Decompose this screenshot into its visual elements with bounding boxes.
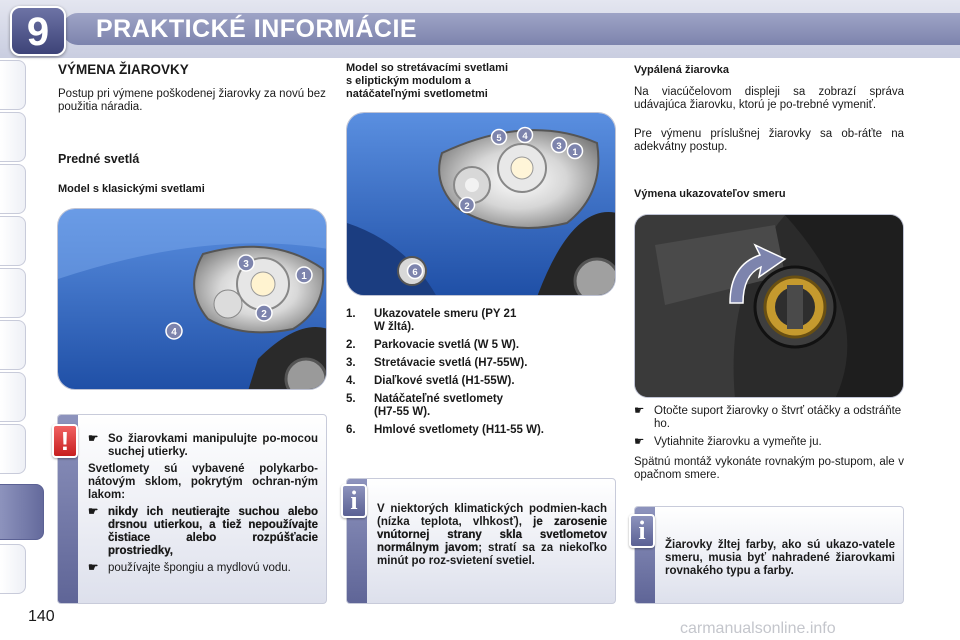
info-icon: i bbox=[629, 514, 655, 548]
pointing-hand-icon: ☛ bbox=[634, 436, 645, 448]
watermark: carmanualsonline.info bbox=[680, 620, 836, 637]
intro-text: Postup pri výmene poškodenej žiarovky za novú bez použitia náradia. bbox=[58, 88, 326, 113]
pointing-hand-icon: ☛ bbox=[634, 405, 645, 417]
photo-label-3: 3 bbox=[556, 141, 562, 152]
photo-label-1: 1 bbox=[572, 147, 578, 158]
burnt-bulb-heading: Vypálená žiarovka bbox=[634, 64, 729, 76]
chapter-tab-6[interactable] bbox=[0, 320, 26, 370]
bulb-list bbox=[346, 308, 618, 442]
info-callout-yellow-bulbs bbox=[634, 506, 904, 604]
condensation-text: V niektorých klimatických podmien-kach (nízka teplota, vlhkosť), je zarosenie vnútornej strany skla svetlometov normálnym javom; stratí sa za niekoľko minút po roz-svietení svetiel. bbox=[377, 503, 608, 567]
classic-model-heading: Model s klasickými svetlami bbox=[58, 183, 205, 195]
chapter-tab-9-active[interactable] bbox=[0, 484, 44, 540]
warning-icon: ! bbox=[52, 424, 78, 458]
front-lights-heading: Predné svetlá bbox=[58, 152, 140, 166]
list-item: 5. Natáčateľné svetlomety (H7-55 W). bbox=[346, 393, 504, 418]
burnt-bulb-procedure-text: Pre výmenu príslušnej žiarovky sa ob-ráťte na adekvátny postup. bbox=[634, 128, 904, 153]
photo-label-2: 2 bbox=[261, 309, 267, 320]
elliptical-model-heading: Model so stretávacími svetlami s eliptickým modulom a natáčateľnými svetlometmi bbox=[346, 62, 509, 100]
step-bullet-1: ☛ Otočte suport žiarovky o štvrť otáčky a odstráňte ho. bbox=[634, 405, 902, 430]
pointing-hand-icon: ☛ bbox=[88, 433, 99, 445]
page-number: 140 bbox=[28, 608, 55, 625]
list-item: 3. Stretávacie svetlá (H7-55W). bbox=[346, 357, 528, 369]
warning-paragraph: Svetlomety sú vybavené polykarbo-nátovým sklom, pokrytým ochran-ným lakom: bbox=[88, 463, 318, 501]
chapter-tab-2[interactable] bbox=[0, 112, 26, 162]
chapter-tab-1[interactable] bbox=[0, 60, 26, 110]
warning-bullet-3: ☛ používajte špongiu a mydlovú vodu. bbox=[88, 562, 291, 574]
yellow-bulbs-text: Žiarovky žltej farby, ako sú ukazo-vatele smeru, musia byť nahradené žiarovkami rovnakého typu a farby. bbox=[665, 539, 895, 577]
pointing-hand-icon: ☛ bbox=[88, 562, 99, 574]
photo-label-6: 6 bbox=[412, 267, 418, 278]
photo-label-2: 2 bbox=[464, 201, 470, 212]
chapter-number: 9 bbox=[26, 10, 50, 54]
elliptical-headlight-photo bbox=[346, 112, 616, 296]
warning-bullet-2: ☛ nikdy ich neutierajte suchou alebo drsnou utierkou, a tiež nepoužívajte čistiace alebo rozpúšťacie prostriedky, bbox=[88, 506, 318, 557]
step-bullet-2: ☛ Vytiahnite žiarovku a vymeňte ju. bbox=[634, 436, 822, 448]
pointing-hand-icon: ☛ bbox=[88, 506, 99, 518]
burnt-bulb-text: Na viacúčelovom displeji sa zobrazí správa udávajúca žiarovku, ktorú je po-trebné vymeniť. bbox=[634, 86, 904, 111]
info-callout-condensation bbox=[346, 478, 616, 604]
photo-label-3: 3 bbox=[243, 259, 249, 270]
list-item: 6. Hmlové svetlomety (H11-55 W). bbox=[346, 424, 545, 436]
list-item: 1. Ukazovatele smeru (PY 21 W žltá). bbox=[346, 308, 517, 333]
indicator-bulb-photo bbox=[634, 214, 904, 398]
chapter-tab-10[interactable] bbox=[0, 544, 26, 594]
indicator-steps bbox=[634, 405, 906, 454]
photo-label-1: 1 bbox=[301, 271, 307, 282]
warning-bullet-1: ☛ So žiarovkami manipulujte po-mocou suchej utierky. bbox=[88, 433, 318, 458]
chapter-tab-5[interactable] bbox=[0, 268, 26, 318]
list-item: 4. Diaľkové svetlá (H1-55W). bbox=[346, 375, 515, 387]
chapter-badge[interactable] bbox=[10, 6, 66, 56]
photo-label-4: 4 bbox=[522, 131, 528, 142]
list-item: 2. Parkovacie svetlá (W 5 W). bbox=[346, 339, 520, 351]
indicator-replacement-heading: Výmena ukazovateľov smeru bbox=[634, 188, 786, 200]
chapter-tabs bbox=[0, 60, 28, 600]
section-heading-bulb-replacement: VÝMENA ŽIAROVKY bbox=[58, 62, 189, 77]
chapter-tab-8[interactable] bbox=[0, 424, 26, 474]
chapter-tab-7[interactable] bbox=[0, 372, 26, 422]
classic-headlight-photo bbox=[57, 208, 327, 390]
reassembly-text: Spätnú montáž vykonáte rovnakým po-stupom, ale v opačnom smere. bbox=[634, 456, 904, 481]
page-title: PRAKTICKÉ INFORMÁCIE bbox=[96, 15, 418, 43]
info-icon: i bbox=[341, 484, 367, 518]
chapter-tab-4[interactable] bbox=[0, 216, 26, 266]
chapter-tab-3[interactable] bbox=[0, 164, 26, 214]
photo-label-4: 4 bbox=[171, 327, 177, 338]
warning-callout bbox=[57, 414, 327, 604]
photo-label-5: 5 bbox=[496, 133, 502, 144]
